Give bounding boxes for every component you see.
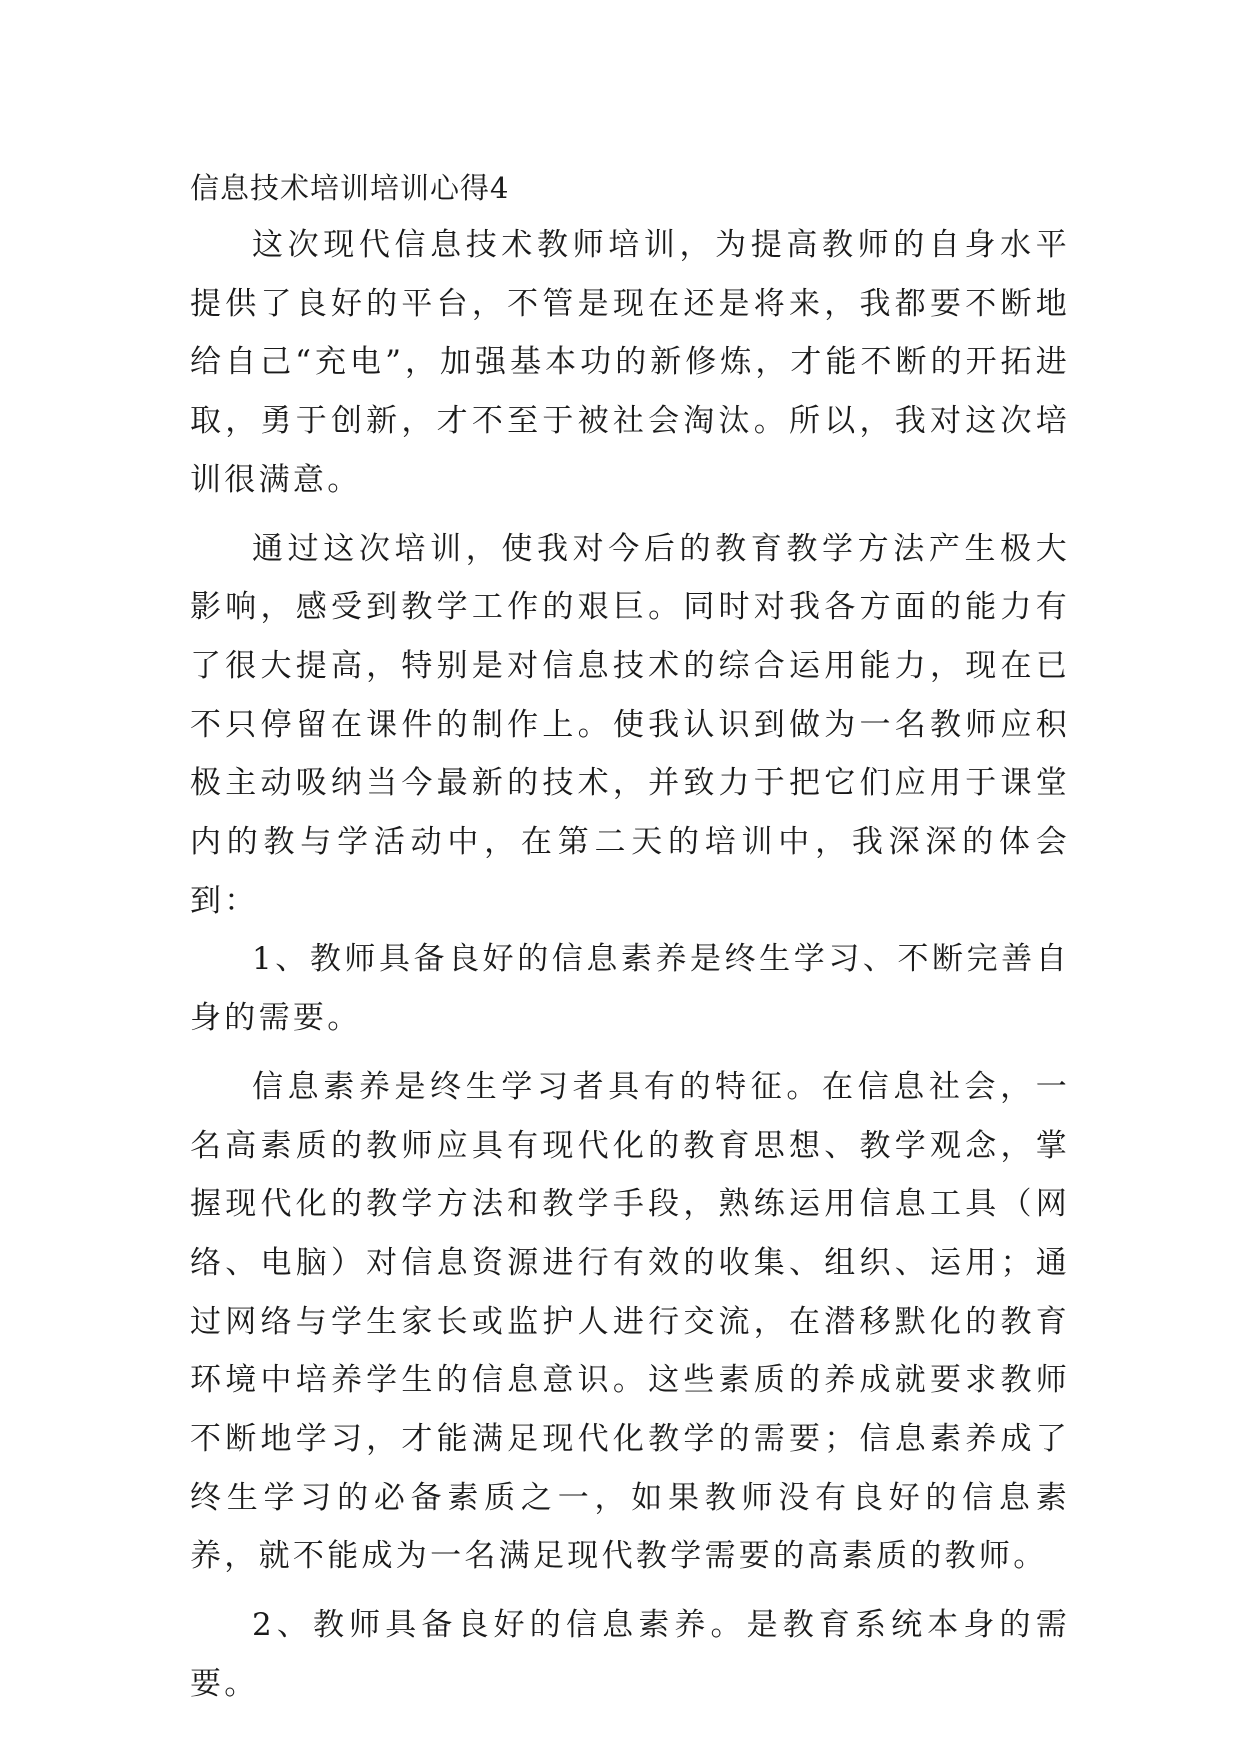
paragraph-information-literacy: 信息素养是终生学习者具有的特征。在信息社会，一名高素质的教师应具有现代化的教育思想、教学观念，掌握现代化的教学方法和教学手段，熟练运用信息工具（网络、电脑）对信息资源进行有效的收集、组织、运用；通过网络与学生家长或监护人进行交流，在潜移默化的教育环境中培养学生的信息意识。这些素质的养成就要求教师不断地学习，才能满足现代化教学的需要；信息素养成了终生学习的必备素质之一，如果教师没有良好的信息素养，就不能成为一名满足现代教学需要的高素质的教师。 [190,1068,1070,1575]
paragraph-training-impact: 通过这次培训，使我对今后的教育教学方法产生极大影响，感受到教学工作的艰巨。同时对我各方面的能力有了很大提高，特别是对信息技术的综合运用能力，现在已不只停留在课件的制作上。使我认识到做为一名教师应积极主动吸纳当今最新的技术，并致力于把它们应用于课堂内的教与学活动中，在第二天的培训中，我深深的体会到： [190,530,1070,919]
paragraph-point-2: 2、教师具备良好的信息素养。是教育系统本身的需要。 [190,1607,1070,1702]
paragraph-point-1: 1、教师具备良好的信息素养是终生学习、不断完善自身的需要。 [190,941,1070,1037]
document-title: 信息技术培训培训心得4 [190,171,510,205]
document-body [190,160,1070,1714]
paragraph-intro: 这次现代信息技术教师培训，为提高教师的自身水平提供了良好的平台，不管是现在还是将来，我都要不断地给自己“充电”，加强基本功的新修炼，才能不断的开拓进取，勇于创新，才不至于被社会淘汰。所以，我对这次培训很满意。 [190,227,1070,498]
